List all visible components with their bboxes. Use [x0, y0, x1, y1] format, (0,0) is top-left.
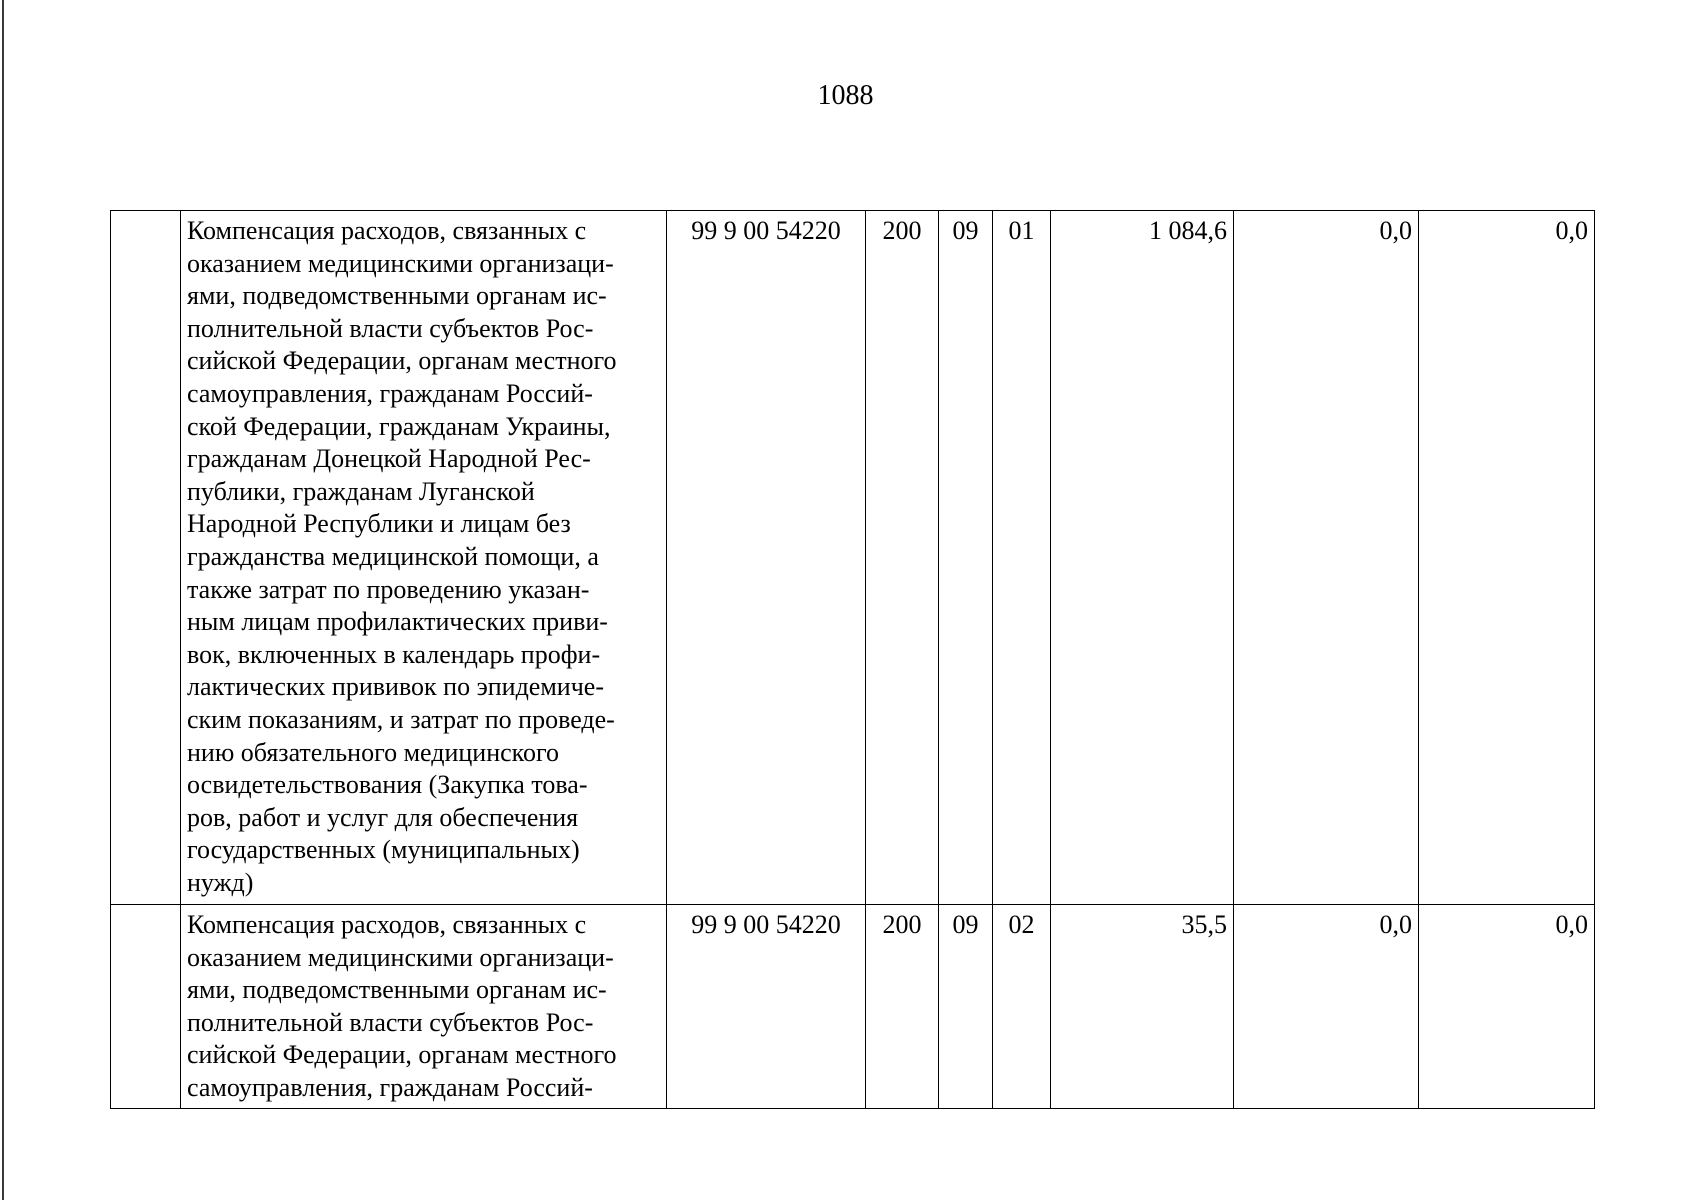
- budget-table: [110, 210, 1595, 1109]
- subsection-cell: 01: [993, 211, 1051, 905]
- page-number: 1088: [817, 80, 874, 111]
- table-row: [111, 905, 1595, 1109]
- amount-2-cell: 0,0: [1234, 905, 1419, 1109]
- description-text: Компенсация расходов, связанных с оказанием медицинскими организаци- ями, подведомственными органам ис- полнительной власти субъектов Рос- сийской Федерации, органам местного самоуправления, гражданам Россий- ской Федерации, гражданам Украины, гражданам Донецкой Народной Рес- публики, гражданам Луганской Народной Республики и лицам без гражданства медицинской помощи, а также затрат по проведению указан- ным лицам профилактических приви- вок, включенных в календарь профи- лактических прививок по эпидемиче- ским показаниям, и затрат по проведе- нию обязательного медицинского освидетельствования (Закупка това- ров, работ и услуг для обеспечения государственных (муниципальных) нужд): [187, 216, 617, 897]
- amount-2-cell: 0,0: [1234, 211, 1419, 905]
- target-article-cell: 99 9 00 54220: [667, 905, 866, 1109]
- table-row: [111, 211, 1595, 905]
- amount-1-cell: 35,5: [1051, 905, 1234, 1109]
- section-cell: 09: [939, 905, 993, 1109]
- amount-3-cell: 0,0: [1419, 211, 1595, 905]
- scan-edge-line: [2, 0, 4, 1200]
- amount-1-cell: 1 084,6: [1051, 211, 1234, 905]
- description-text: Компенсация расходов, связанных с оказанием медицинскими организаци- ями, подведомственными органам ис- полнительной власти субъектов Рос- сийской Федерации, органам местного самоуправления, гражданам Россий-: [187, 910, 617, 1102]
- section-cell: 09: [939, 211, 993, 905]
- amount-3-cell: 0,0: [1419, 905, 1595, 1109]
- row-number-cell: [111, 211, 181, 905]
- subsection-cell: 02: [993, 905, 1051, 1109]
- description-cell: [181, 211, 667, 905]
- expense-type-cell: 200: [866, 905, 939, 1109]
- row-number-cell: [111, 905, 181, 1109]
- description-cell: [181, 905, 667, 1109]
- expense-type-cell: 200: [866, 211, 939, 905]
- target-article-cell: 99 9 00 54220: [667, 211, 866, 905]
